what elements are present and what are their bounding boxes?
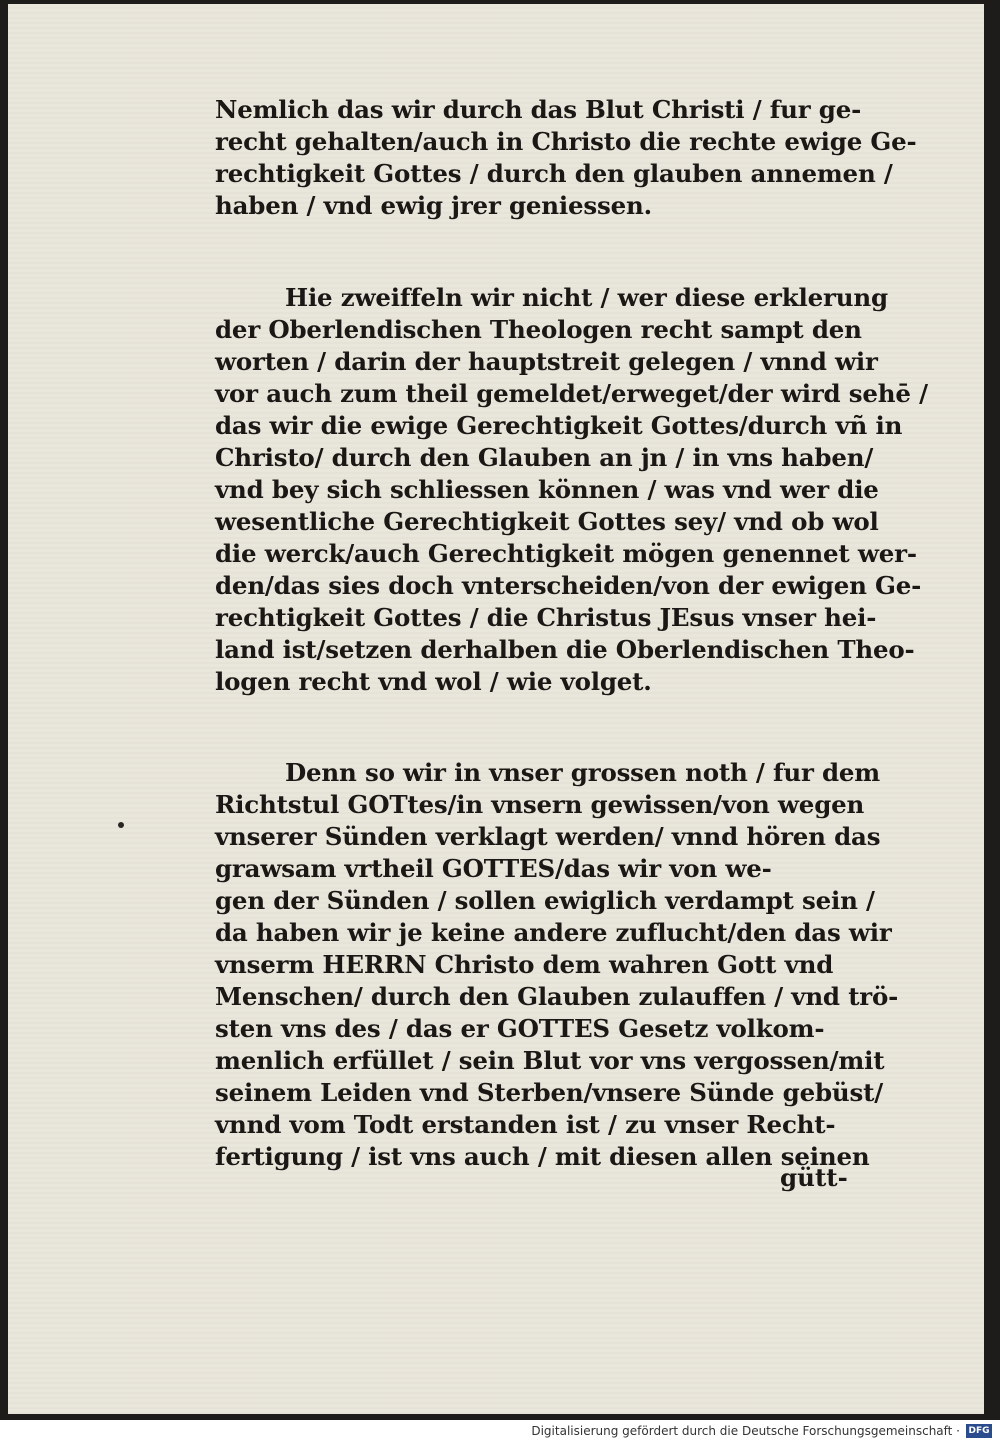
text-line: da haben wir je keine andere zuflucht/den das wir (215, 918, 892, 947)
text-line: wesentliche Gerechtigkeit Gottes sey/ vnd ob wol (215, 507, 879, 536)
text-line: vnd bey sich schliessen können / was vnd wer die (215, 475, 879, 504)
text-line: worten / darin der hauptstreit gelegen / vnnd wir (215, 347, 878, 376)
text-line: den/das sies doch vnterscheiden/von der ewigen Ge- (215, 571, 922, 600)
text-line: Hie zweiffeln wir nicht / wer diese erklerung (285, 283, 888, 312)
paragraph-2 (215, 282, 928, 698)
text-line: rechtigkeit Gottes / durch den glauben annemen / (215, 159, 893, 188)
text-line: Christo/ durch den Glauben an jn / in vns haben/ (215, 443, 874, 472)
text-line: grawsam vrtheil GOTTES/das wir von we- (215, 854, 772, 883)
text-line: Nemlich das wir durch das Blut Christi / fur ge- (215, 95, 862, 124)
paragraph-3 (215, 757, 899, 1173)
text-line: land ist/setzen derhalben die Oberlendischen Theo- (215, 635, 915, 664)
text-line: logen recht vnd wol / wie volget. (215, 667, 652, 696)
text-line: Richtstul GOTtes/in vnsern gewissen/von wegen (215, 790, 865, 819)
text-line: vnnd vom Todt erstanden ist / zu vnser Recht- (215, 1110, 836, 1139)
text-line: sten vns des / das er GOTTES Gesetz volkom- (215, 1014, 825, 1043)
text-line: fertigung / ist vns auch / mit diesen allen seinen (215, 1142, 870, 1171)
dfg-logo-icon: DFG (966, 1424, 992, 1438)
text-line: recht gehalten/auch in Christo die rechte ewige Ge- (215, 127, 917, 156)
text-line: die werck/auch Gerechtigkeit mögen genennet wer- (215, 539, 917, 568)
text-line: Denn so wir in vnser grossen noth / fur dem (285, 758, 881, 787)
text-line: seinem Leiden vnd Sterben/vnsere Sünde gebüst/ (215, 1078, 883, 1107)
ink-mark (118, 822, 124, 828)
catchword: gütt- (780, 1163, 848, 1192)
footer-bar (0, 1420, 1000, 1442)
text-line: gen der Sünden / sollen ewiglich verdampt sein / (215, 886, 875, 915)
text-line: vnserm HERRN Christo dem wahren Gott vnd (215, 950, 834, 979)
text-line: vor auch zum theil gemeldet/erweget/der wird sehē / (215, 379, 928, 408)
paragraph-1 (215, 94, 917, 222)
text-line: vnserer Sünden verklagt werden/ vnnd hören das (215, 822, 881, 851)
text-line: das wir die ewige Gerechtigkeit Gottes/durch vñ in (215, 411, 903, 440)
text-line: der Oberlendischen Theologen recht sampt den (215, 315, 862, 344)
text-line: haben / vnd ewig jrer geniessen. (215, 191, 652, 220)
text-line: Menschen/ durch den Glauben zulauffen / vnd trö- (215, 982, 899, 1011)
footer-credit: Digitalisierung gefördert durch die Deutsche Forschungsgemeinschaft · (531, 1424, 960, 1438)
text-line: rechtigkeit Gottes / die Christus JEsus vnser hei- (215, 603, 877, 632)
text-line: menlich erfüllet / sein Blut vor vns vergossen/mit (215, 1046, 885, 1075)
